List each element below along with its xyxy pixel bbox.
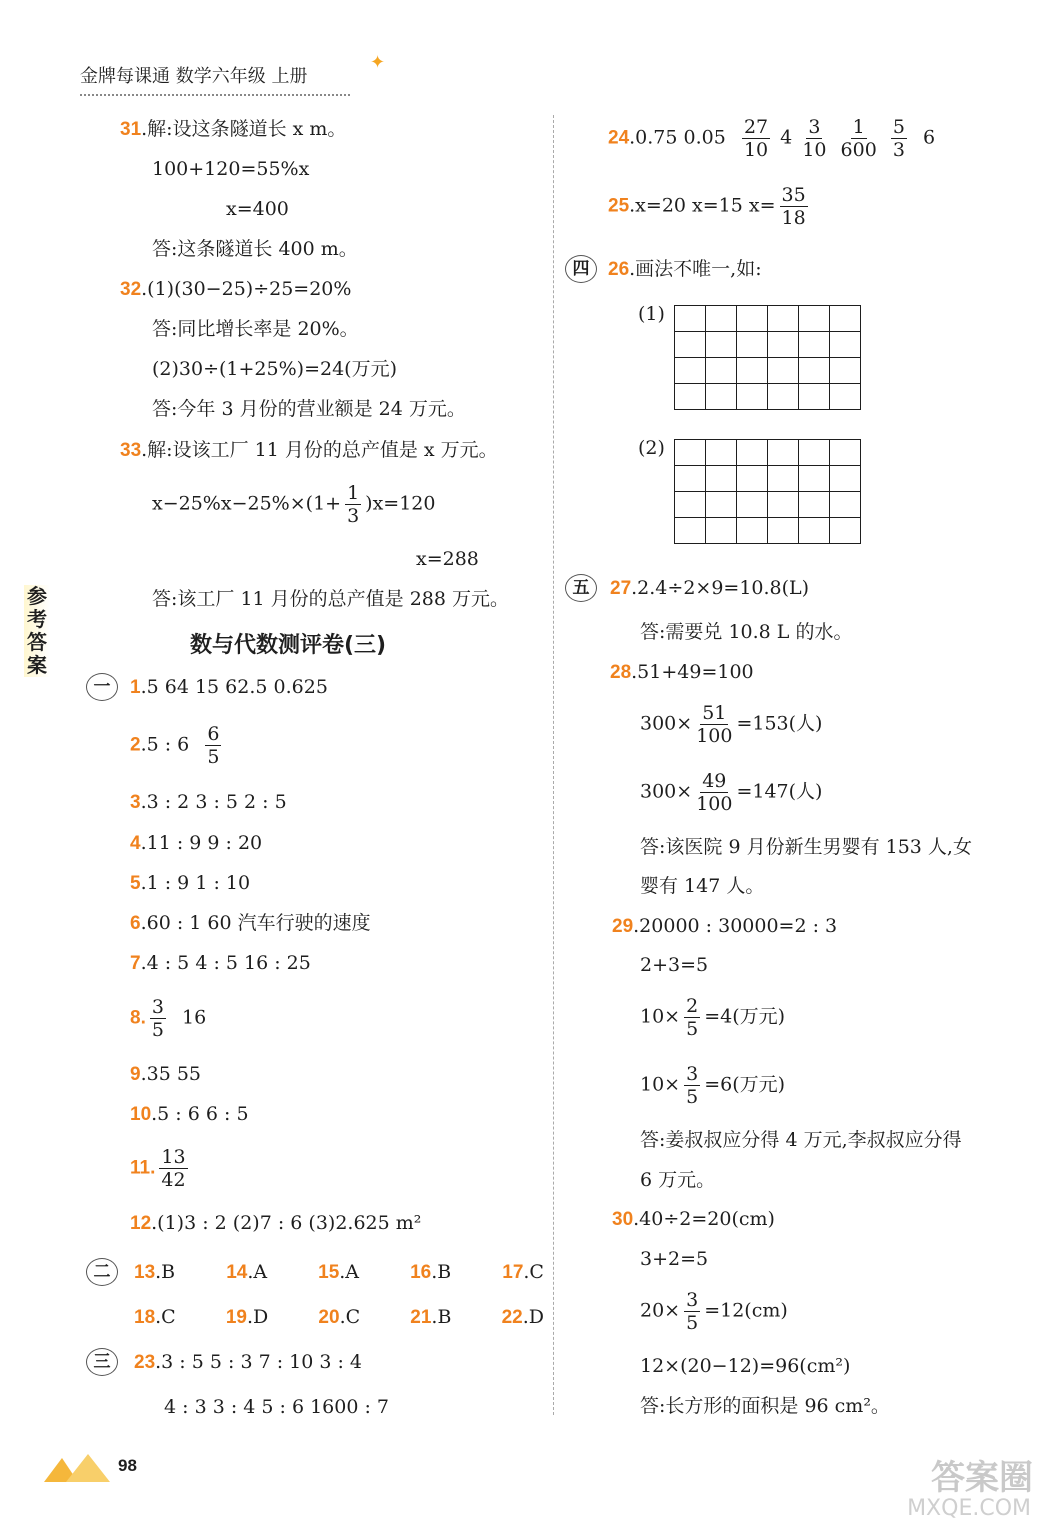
mc-number: 20 xyxy=(318,1307,340,1328)
grid-1 xyxy=(674,305,861,410)
a8-line: 8. $\frac{3}{5}$ 16 xyxy=(130,996,207,1041)
a24-text: .0.75 0.05 xyxy=(629,126,726,149)
eq-part: =153(人) xyxy=(736,712,823,735)
denominator: 3 xyxy=(892,139,905,161)
header-title: 金牌每课通 数学六年级 上册 xyxy=(80,66,308,87)
q31-text: .解:设这条隧道长 x m。 xyxy=(141,118,347,140)
q32-text: .(1)(30−25)÷25=20% xyxy=(141,278,352,300)
numerator: 5 xyxy=(892,116,905,138)
a23-text: .3 : 5 5 : 3 7 : 10 3 : 4 xyxy=(155,1351,363,1373)
mc-choice: .C xyxy=(523,1261,544,1283)
watermark-url: MXQE.COM xyxy=(907,1496,1031,1521)
q33-number: 33 xyxy=(120,440,142,461)
a5-line xyxy=(130,871,250,896)
numerator: 13 xyxy=(161,1146,186,1168)
eq-part: 300× xyxy=(640,712,693,735)
a4-number: 4 xyxy=(130,833,141,854)
part-one-tag: 一 xyxy=(86,673,118,701)
a23-number: 23 xyxy=(134,1352,156,1373)
numerator: 3 xyxy=(151,996,164,1018)
a29-line1 xyxy=(612,914,837,939)
a3-text: .3 : 2 3 : 5 2 : 5 xyxy=(140,791,287,813)
side-label xyxy=(24,585,50,677)
mc-number: 13 xyxy=(134,1262,156,1283)
a9-line xyxy=(130,1062,201,1087)
a11-number: 11 xyxy=(130,1157,151,1179)
q32-line1 xyxy=(120,277,351,302)
numerator: 3 xyxy=(808,116,821,138)
mc-answer xyxy=(318,1260,359,1285)
numerator: 3 xyxy=(686,1063,699,1085)
a6-text: .60 : 1 60 汽车行驶的速度 xyxy=(140,912,371,934)
a2-text: .5 : 6 xyxy=(140,733,190,756)
mc-answer xyxy=(318,1305,360,1330)
a11-line: 11. $\frac{13}{42}$ xyxy=(130,1146,186,1191)
a10-number: 10 xyxy=(130,1104,152,1125)
a29-text: .20000 : 30000=2 : 3 xyxy=(633,915,838,937)
a2-number: 2 xyxy=(130,734,141,756)
a28-number: 28 xyxy=(610,662,632,683)
a28-eq2 xyxy=(640,770,822,815)
mc-choice: .B xyxy=(431,1306,452,1328)
a24-number: 24 xyxy=(608,127,630,149)
q33-text: .解:设该工厂 11 月份的总产值是 x 万元。 xyxy=(141,439,498,461)
part-three-tag: 三 xyxy=(86,1348,118,1376)
a7-text: .4 : 5 4 : 5 16 : 25 xyxy=(140,952,311,974)
q32-number: 32 xyxy=(120,279,142,300)
denominator: 5 xyxy=(207,746,220,768)
denominator: 5 xyxy=(151,1019,164,1041)
mc-answer xyxy=(410,1305,451,1330)
a28-text: .51+49=100 xyxy=(631,661,754,683)
q31-line3: x=400 xyxy=(226,198,289,220)
mc-choice: .C xyxy=(155,1306,176,1328)
q31-line2: 100+120=55%x xyxy=(152,158,310,180)
numerator: 6 xyxy=(207,723,220,745)
a23-line2: 4 : 3 3 : 4 5 : 6 1600 : 7 xyxy=(164,1396,390,1418)
eq-part: 300× xyxy=(640,780,693,803)
a5-number: 5 xyxy=(130,873,141,894)
fraction xyxy=(159,1146,187,1191)
eq-part: =12(cm) xyxy=(704,1299,788,1322)
a28-eq1 xyxy=(640,702,822,747)
fraction xyxy=(684,1063,700,1108)
grid-2 xyxy=(674,439,861,544)
q31-line1 xyxy=(120,117,346,142)
fraction xyxy=(684,995,700,1040)
a30-line1 xyxy=(612,1207,775,1232)
q33-line4: 答:该工厂 11 月份的总产值是 288 万元。 xyxy=(152,588,510,610)
a26-line xyxy=(608,257,762,282)
a30-line5: 答:长方形的面积是 96 cm²。 xyxy=(640,1395,890,1417)
a25-line xyxy=(608,184,812,229)
a1-line xyxy=(130,675,328,700)
numerator: 2 xyxy=(686,995,699,1017)
a1-text: .5 64 15 62.5 0.625 xyxy=(140,676,328,698)
denominator: 5 xyxy=(686,1086,699,1108)
a27-line1 xyxy=(610,576,809,601)
a27-line2: 答:需要兑 10.8 L 的水。 xyxy=(640,621,853,643)
a12-text: .(1)3 : 2 (2)7 : 6 (3)2.625 m² xyxy=(151,1212,422,1234)
a10-line xyxy=(130,1102,249,1127)
mc-choice: .A xyxy=(247,1261,268,1283)
grid-2-label: (2) xyxy=(638,437,665,459)
mc-choice: .C xyxy=(339,1306,361,1328)
mc-number: 14 xyxy=(226,1262,248,1283)
a9-number: 9 xyxy=(130,1064,141,1085)
mc-choice: .B xyxy=(155,1261,176,1283)
denominator: 5 xyxy=(686,1312,699,1334)
q33-line3: x=288 xyxy=(416,548,479,570)
a27-text: .2.4÷2×9=10.8(L) xyxy=(631,577,810,599)
denominator: 5 xyxy=(686,1018,699,1040)
mc-choice: .A xyxy=(339,1261,360,1283)
q33-eq-a: x−25%x−25%×(1+ xyxy=(152,492,342,515)
fraction xyxy=(684,1289,700,1334)
a24-text: 4 xyxy=(780,126,793,149)
numerator: 1 xyxy=(347,482,360,504)
denominator: 100 xyxy=(696,793,733,815)
denominator: 10 xyxy=(802,139,827,161)
a29-line2: 2+3=5 xyxy=(640,954,709,976)
mc-row-1 xyxy=(134,1260,544,1285)
mc-number: 21 xyxy=(410,1307,432,1328)
part-five-tag: 五 xyxy=(565,574,597,602)
eq-part: =147(人) xyxy=(736,780,823,803)
mc-choice: .B xyxy=(431,1261,452,1283)
a7-number: 7 xyxy=(130,953,141,974)
a6-line xyxy=(130,911,371,936)
a29-line6: 6 万元。 xyxy=(640,1169,716,1191)
side-label-char: 参 xyxy=(27,584,47,608)
q32-line3: (2)30÷(1+25%)=24(万元) xyxy=(152,358,397,380)
a27-number: 27 xyxy=(610,578,632,599)
denominator: 600 xyxy=(840,139,877,161)
a8-text: 16 xyxy=(182,1006,207,1029)
page-number: 98 xyxy=(118,1456,137,1475)
fraction xyxy=(891,116,907,161)
a29-eq1 xyxy=(640,995,785,1040)
section-title: 数与代数测评卷(三) xyxy=(190,633,387,658)
q33-eq-b: )x=120 xyxy=(365,492,436,515)
mc-answer xyxy=(226,1305,268,1330)
numerator: 51 xyxy=(702,702,727,724)
fraction xyxy=(205,723,221,768)
fraction xyxy=(696,770,732,815)
a24-line xyxy=(608,116,935,161)
a9-text: .35 55 xyxy=(140,1063,202,1085)
a1-number: 1 xyxy=(130,677,141,698)
a8-number: 8 xyxy=(130,1007,141,1029)
part-four-tag: 四 xyxy=(565,255,597,283)
q32-line2: 答:同比增长率是 20%。 xyxy=(152,318,359,340)
a5-text: .1 : 9 1 : 10 xyxy=(140,872,251,894)
q32-line4: 答:今年 3 月份的营业额是 24 万元。 xyxy=(152,398,466,420)
a7-line xyxy=(130,951,311,976)
eq-part: 20× xyxy=(640,1299,681,1322)
mc-answer xyxy=(410,1260,451,1285)
a26-text: .画法不唯一,如: xyxy=(629,258,762,280)
numerator: 27 xyxy=(743,116,769,138)
a10-text: .5 : 6 6 : 5 xyxy=(151,1103,249,1125)
side-label-char: 考 xyxy=(27,607,47,631)
denominator: 100 xyxy=(696,725,733,747)
q33-equation xyxy=(152,482,436,527)
a12-line xyxy=(130,1211,421,1236)
a28-line5: 婴有 147 人。 xyxy=(640,875,765,897)
mc-answer xyxy=(134,1305,176,1330)
denominator: 42 xyxy=(161,1169,186,1191)
column-divider xyxy=(553,115,554,1415)
q33-line1 xyxy=(120,438,498,463)
mc-number: 16 xyxy=(410,1262,432,1283)
eq-part: 10× xyxy=(640,1073,681,1096)
q31-number: 31 xyxy=(120,119,142,140)
a29-line5: 答:姜叔叔应分得 4 万元,李叔叔应分得 xyxy=(640,1129,962,1151)
a30-line4: 12×(20−12)=96(cm²) xyxy=(640,1355,851,1377)
sparkle-icon: ✦ xyxy=(370,52,386,73)
watermark-logo: 答案圈 xyxy=(931,1458,1033,1498)
eq-part: 10× xyxy=(640,1005,681,1028)
mc-number: 15 xyxy=(318,1262,340,1283)
a2-line xyxy=(130,723,225,768)
mc-choice: .D xyxy=(522,1306,544,1328)
mc-answer xyxy=(502,1260,544,1285)
mc-row-2 xyxy=(134,1305,544,1330)
fraction xyxy=(696,702,732,747)
a12-number: 12 xyxy=(130,1213,152,1234)
a30-line2: 3+2=5 xyxy=(640,1248,709,1270)
a25-text: .x=20 x=15 x= xyxy=(629,194,776,217)
a30-text: .40÷2=20(cm) xyxy=(633,1208,775,1230)
a29-number: 29 xyxy=(612,916,634,937)
q31-line4: 答:这条隧道长 400 m。 xyxy=(152,238,358,260)
a3-line xyxy=(130,790,287,815)
header-divider xyxy=(80,94,350,96)
fraction xyxy=(841,116,877,161)
numerator: 3 xyxy=(686,1289,699,1311)
side-label-char: 答 xyxy=(27,630,47,654)
a28-line1 xyxy=(610,660,754,685)
mc-answer xyxy=(502,1305,544,1330)
numerator: 49 xyxy=(702,770,727,792)
mc-answer xyxy=(134,1260,175,1285)
side-label-char: 案 xyxy=(27,653,47,677)
mc-number: 19 xyxy=(225,1307,247,1328)
a6-number: 6 xyxy=(130,913,141,934)
a4-text: .11 : 9 9 : 20 xyxy=(140,832,263,854)
a3-number: 3 xyxy=(130,792,141,813)
mc-choice: .D xyxy=(247,1306,269,1328)
fraction xyxy=(802,116,826,161)
a4-line xyxy=(130,831,262,856)
a28-line4: 答:该医院 9 月份新生男婴有 153 人,女 xyxy=(640,836,972,858)
mc-number: 18 xyxy=(134,1307,156,1328)
fraction xyxy=(345,482,361,527)
fraction xyxy=(150,996,166,1041)
fraction xyxy=(780,184,808,229)
fraction xyxy=(742,116,770,161)
mc-answer xyxy=(226,1260,267,1285)
eq-part: =4(万元) xyxy=(704,1005,786,1028)
part-two-tag: 二 xyxy=(86,1258,118,1286)
a25-number: 25 xyxy=(608,195,630,217)
a24-text: 6 xyxy=(923,126,936,149)
a23-line1 xyxy=(134,1350,362,1375)
mc-number: 22 xyxy=(501,1307,523,1328)
a29-eq2 xyxy=(640,1063,785,1108)
denominator: 18 xyxy=(781,207,806,229)
eq-part: =6(万元) xyxy=(704,1073,786,1096)
mc-number: 17 xyxy=(502,1262,524,1283)
denominator: 3 xyxy=(347,505,360,527)
denominator: 10 xyxy=(743,139,769,161)
a26-number: 26 xyxy=(608,259,630,280)
mountain-icon xyxy=(44,1450,114,1484)
a30-eq1 xyxy=(640,1289,788,1334)
numerator: 1 xyxy=(852,116,865,138)
numerator: 35 xyxy=(781,184,806,206)
a30-number: 30 xyxy=(612,1209,634,1230)
grid-1-label: (1) xyxy=(638,303,665,325)
